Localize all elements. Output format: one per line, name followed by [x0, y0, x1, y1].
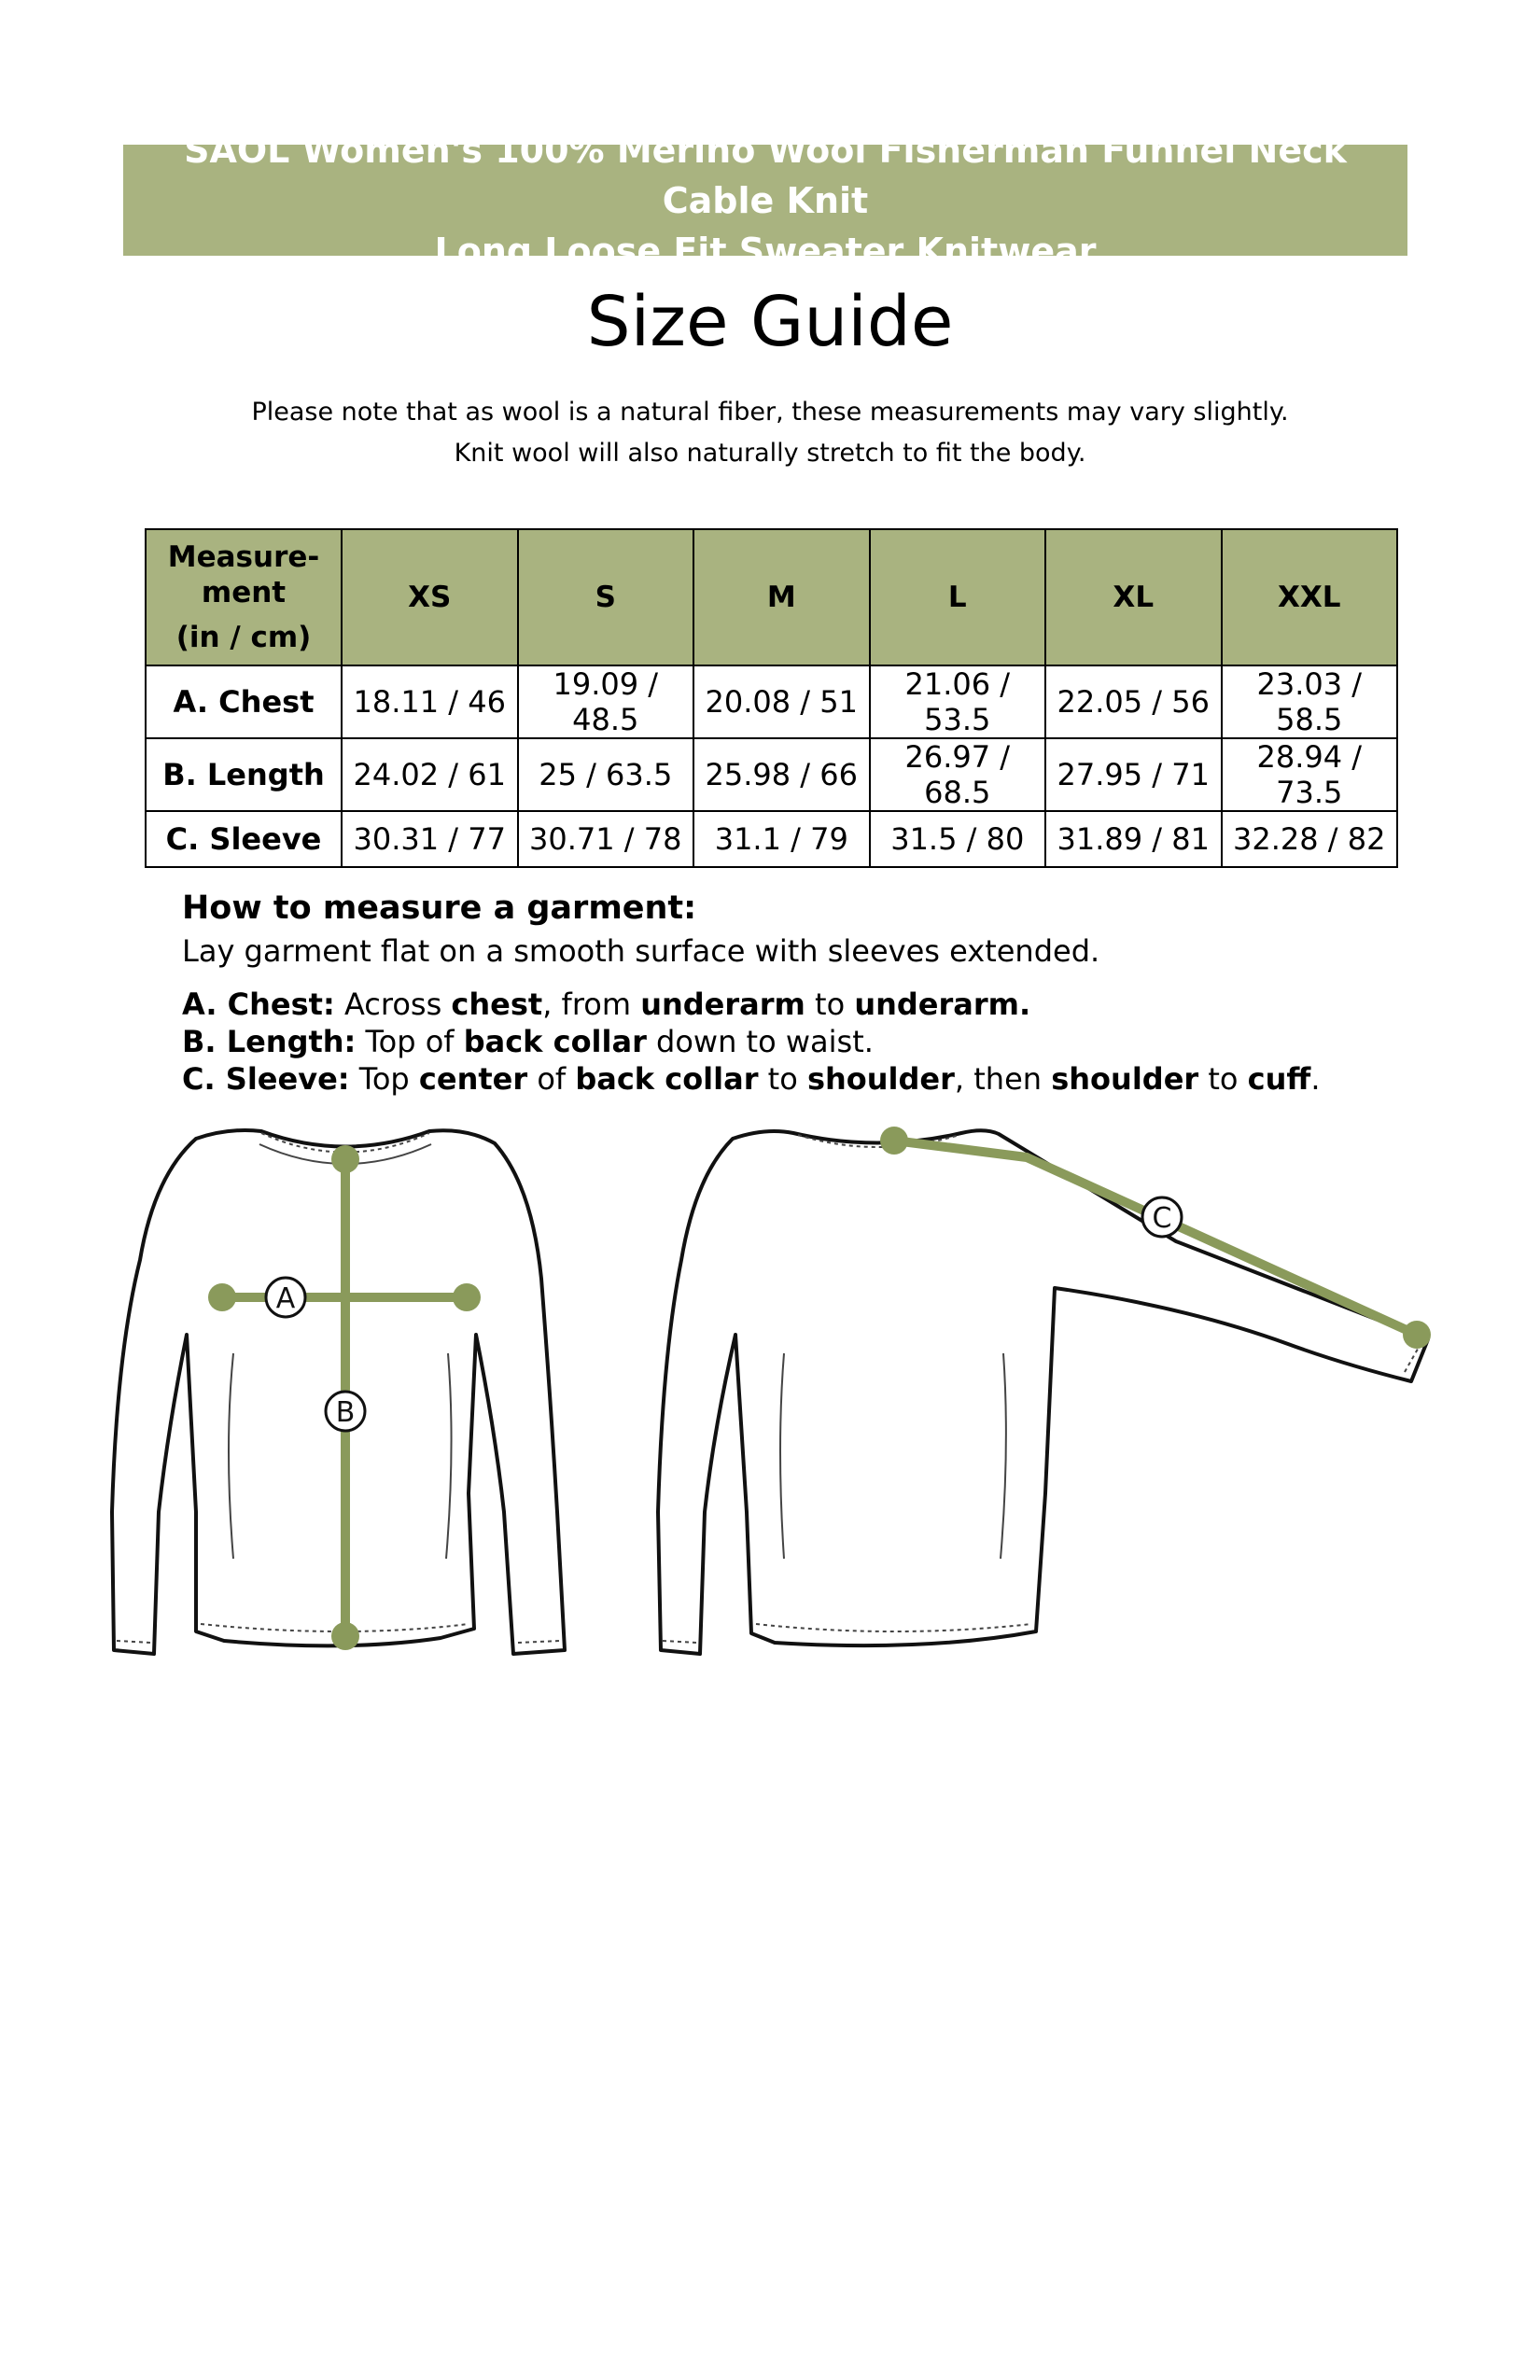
marker-b	[326, 1392, 365, 1431]
instruction-sleeve	[182, 1060, 1395, 1098]
how-to-subheading: Lay garment flat on a smooth surface with sleeves extended.	[182, 933, 1100, 969]
size-table	[145, 528, 1398, 868]
header-size: XL	[1045, 529, 1222, 665]
row-label: C. Sleeve	[146, 811, 342, 867]
marker-c-label: C	[1152, 1202, 1172, 1235]
instruction-text: Top	[349, 1061, 419, 1097]
table-cell: 18.11 / 46	[342, 665, 518, 738]
table-row	[146, 738, 1397, 811]
size-table-header	[146, 529, 1397, 665]
instruction-keyword: underarm	[640, 987, 805, 1022]
instruction-text: Top of	[356, 1024, 464, 1059]
product-title-line-2: Long Loose Fit Sweater Knitwear	[434, 230, 1097, 272]
header-label-3: (in / cm)	[175, 621, 312, 654]
table-cell: 30.71 / 78	[518, 811, 694, 867]
table-cell: 21.06 / 53.5	[870, 665, 1046, 738]
header-size: S	[518, 529, 694, 665]
instruction-text: of	[527, 1061, 576, 1097]
header-label-1: Measure-	[167, 540, 320, 574]
note-line-1: Please note that as wool is a natural fiber, these measurements may vary slightly.	[251, 398, 1289, 427]
row-label: B. Length	[146, 738, 342, 811]
table-cell: 26.97 / 68.5	[870, 738, 1046, 811]
header-measurement	[146, 529, 342, 665]
garment-diagram	[103, 1120, 1447, 1680]
note-line-2: Knit wool will also naturally stretch to fit the body.	[454, 439, 1086, 468]
endpoint-dot	[1403, 1321, 1431, 1349]
marker-a-label: A	[275, 1282, 296, 1315]
header-size: L	[870, 529, 1046, 665]
instruction-text: Across	[334, 987, 452, 1022]
instruction-keyword: chest	[451, 987, 543, 1022]
table-cell: 32.28 / 82	[1222, 811, 1398, 867]
table-cell: 25.98 / 66	[693, 738, 870, 811]
table-cell: 31.5 / 80	[870, 811, 1046, 867]
instruction-keyword: cuff	[1247, 1061, 1311, 1097]
table-cell: 31.89 / 81	[1045, 811, 1222, 867]
header-label-2: ment	[201, 576, 287, 609]
header-size: XXL	[1222, 529, 1398, 665]
table-cell: 24.02 / 61	[342, 738, 518, 811]
page-title: Size Guide	[586, 282, 954, 362]
instruction-text: down to waist.	[646, 1024, 874, 1059]
table-cell: 23.03 / 58.5	[1222, 665, 1398, 738]
back-sweater-outline	[658, 1130, 1428, 1654]
how-to-heading: How to measure a garment:	[182, 889, 697, 927]
endpoint-dot	[331, 1622, 359, 1650]
table-cell: 25 / 63.5	[518, 738, 694, 811]
table-cell: 27.95 / 71	[1045, 738, 1222, 811]
endpoint-dot	[208, 1283, 236, 1311]
product-title-banner	[123, 129, 1407, 272]
notes	[0, 392, 1540, 474]
instruction-text: .	[1310, 1061, 1321, 1097]
instruction-text: to	[758, 1061, 807, 1097]
instruction-keyword: back collar	[575, 1061, 759, 1097]
instruction-prefix: C. Sleeve:	[182, 1061, 350, 1097]
endpoint-dot	[331, 1145, 359, 1173]
table-row	[146, 665, 1397, 738]
instruction-keyword: shoulder	[806, 1061, 955, 1097]
endpoint-dot	[880, 1127, 908, 1155]
marker-b-label: B	[335, 1396, 356, 1429]
instruction-chest	[182, 986, 1395, 1023]
instruction-keyword: shoulder	[1051, 1061, 1199, 1097]
header-size: XS	[342, 529, 518, 665]
table-cell: 31.1 / 79	[693, 811, 870, 867]
table-cell: 30.31 / 77	[342, 811, 518, 867]
table-cell: 19.09 / 48.5	[518, 665, 694, 738]
instruction-text: , from	[542, 987, 641, 1022]
table-cell: 22.05 / 56	[1045, 665, 1222, 738]
marker-a	[266, 1278, 305, 1317]
instruction-length	[182, 1023, 1395, 1060]
instruction-prefix: A. Chest:	[182, 987, 335, 1022]
table-row	[146, 811, 1397, 867]
instruction-keyword: underarm.	[854, 987, 1031, 1022]
product-title-line-1: SAOL Women's 100% Merino Wool Fisherman Funnel Neck Cable Knit	[184, 129, 1347, 221]
instruction-text: , then	[954, 1061, 1052, 1097]
instruction-text: to	[1198, 1061, 1248, 1097]
table-cell: 20.08 / 51	[693, 665, 870, 738]
endpoint-dot	[453, 1283, 481, 1311]
row-label: A. Chest	[146, 665, 342, 738]
marker-c	[1142, 1197, 1182, 1237]
header-size: M	[693, 529, 870, 665]
instruction-keyword: back collar	[463, 1024, 647, 1059]
table-cell: 28.94 / 73.5	[1222, 738, 1398, 811]
instruction-prefix: B. Length:	[182, 1024, 357, 1059]
instruction-text: to	[805, 987, 855, 1022]
how-to-measure	[182, 885, 1395, 1098]
instruction-keyword: center	[418, 1061, 528, 1097]
